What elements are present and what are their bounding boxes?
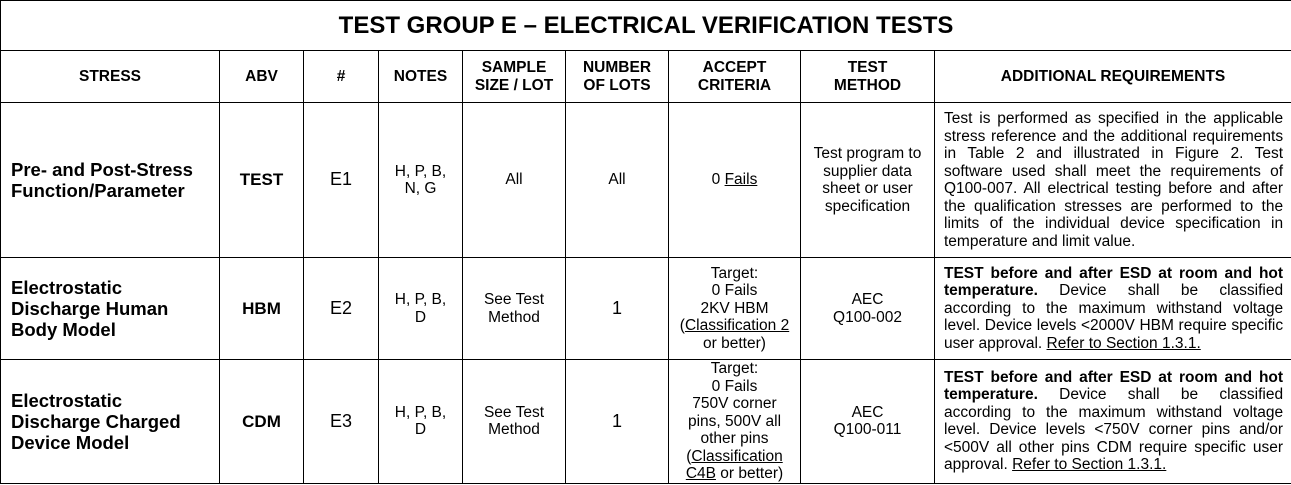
table-row: [1, 103, 1291, 258]
additional-requirements-cell: TEST before and after ESD at room and hot temperature. Device shall be classified according to the maximum withstand voltage level. Device levels <2000V HBM require specific user approval. Refer to Section 1.3.1.: [935, 258, 1291, 360]
header-abv: ABV: [220, 51, 304, 103]
test-method-cell: Test program to supplier data sheet or user specification: [801, 103, 935, 258]
sample-size-cell: See Test Method: [463, 258, 566, 360]
table-row: [1, 258, 1291, 360]
header-row: [1, 51, 1291, 103]
header-notes: NOTES: [379, 51, 463, 103]
abv-cell: TEST: [220, 103, 304, 258]
sample-size-cell: See Test Method: [463, 360, 566, 484]
sample-size-cell: All: [463, 103, 566, 258]
additional-requirements-cell: TEST before and after ESD at room and hot temperature. Device shall be classified according to the maximum withstand voltage level. Device levels <750V corner pins and/or <500V all other pins CDM require specific user approval. Refer to Section 1.3.1.: [935, 360, 1291, 484]
header-test-method: TEST METHOD: [801, 51, 935, 103]
header-stress: STRESS: [1, 51, 220, 103]
test-method-cell: AEC Q100-002: [801, 258, 935, 360]
stress-cell: Pre- and Post-Stress Function/Parameter: [1, 103, 220, 258]
additional-requirements-cell: Test is performed as specified in the applicable stress reference and the additional requirements in Table 2 and illustrated in Figure 2. Test software used shall meet the requirements of Q100-007. All electrical testing before and after the qualification stresses are performed to the limits of the individual device specification in temperature and limit value.: [935, 103, 1291, 258]
header-additional-requirements: ADDITIONAL REQUIREMENTS: [935, 51, 1291, 103]
header-number: #: [304, 51, 379, 103]
stress-cell: Electrostatic Discharge Charged Device Model: [1, 360, 220, 484]
stress-cell: Electrostatic Discharge Human Body Model: [1, 258, 220, 360]
abv-cell: CDM: [220, 360, 304, 484]
notes-cell: H, P, B, N, G: [379, 103, 463, 258]
test-number-cell: E3: [304, 360, 379, 484]
number-of-lots-cell: All: [566, 103, 669, 258]
abv-cell: HBM: [220, 258, 304, 360]
number-of-lots-cell: 1: [566, 258, 669, 360]
accept-criteria-cell: Target: 0 Fails 2KV HBM (Classification 2 or better): [669, 258, 801, 360]
test-number-cell: E1: [304, 103, 379, 258]
test-method-cell: AEC Q100-011: [801, 360, 935, 484]
header-number-of-lots: NUMBER OF LOTS: [566, 51, 669, 103]
test-number-cell: E2: [304, 258, 379, 360]
section-reference-link: Refer to Section 1.3.1.: [1046, 334, 1201, 352]
header-accept-criteria: ACCEPT CRITERIA: [669, 51, 801, 103]
accept-criteria-cell: Target: 0 Fails 750V corner pins, 500V all other pins (Classification C4B or better): [669, 360, 801, 484]
accept-criteria-cell: 0 Fails: [669, 103, 801, 258]
table-row: [1, 360, 1291, 484]
notes-cell: H, P, B, D: [379, 360, 463, 484]
notes-cell: H, P, B, D: [379, 258, 463, 360]
table-title: TEST GROUP E – ELECTRICAL VERIFICATION TESTS: [1, 1, 1291, 51]
section-reference-link: Refer to Section 1.3.1.: [1012, 456, 1167, 474]
number-of-lots-cell: 1: [566, 360, 669, 484]
header-sample-size: SAMPLE SIZE / LOT: [463, 51, 566, 103]
